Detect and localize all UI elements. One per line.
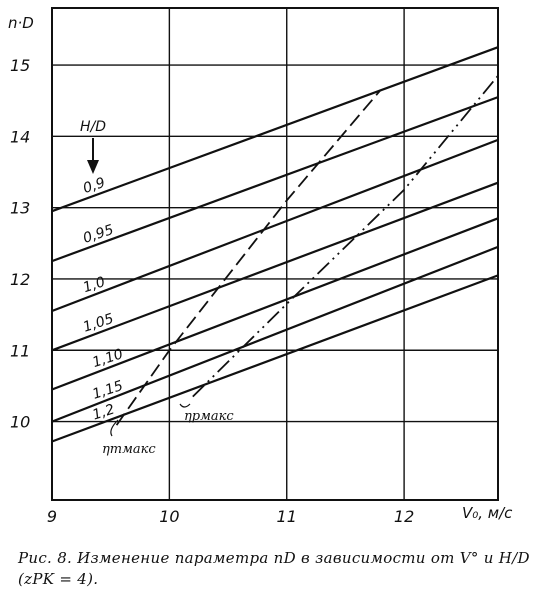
x-tick-label: 11 [276, 507, 297, 526]
eta-t-label: ηтмакс [102, 442, 156, 457]
series-line [52, 140, 498, 311]
y-tick-label: 13 [10, 198, 31, 218]
series-label: 0,9 [81, 174, 108, 197]
series-label: 1,2 [90, 401, 117, 424]
series-line [52, 247, 498, 422]
x-axis-label: V₀, м/с [462, 504, 513, 522]
optimum-curve [117, 90, 381, 425]
series-label: 0,95 [81, 222, 116, 247]
series-labels [81, 175, 125, 424]
series-label: 1,0 [81, 274, 108, 297]
legend-title: H/D [80, 119, 107, 135]
plot-frame [52, 8, 498, 500]
eta-t-pointer [111, 420, 118, 436]
y-tick-label: 11 [10, 341, 31, 361]
x-tick-label: 12 [393, 507, 415, 526]
grid [52, 8, 498, 500]
x-tick-label: 10 [159, 507, 180, 526]
y-tick-label: 10 [10, 412, 31, 432]
eta-p-label: ηpмакс [184, 409, 234, 424]
y-tick-label: 12 [10, 269, 31, 289]
series-line [52, 47, 498, 211]
series-label: 1,10 [90, 346, 126, 372]
y-axis-label: n·D [8, 14, 34, 32]
figure-caption: Рис. 8. Изменение параметра nD в зависимости от V° и H/D (zPK = 4). [18, 549, 530, 588]
series-line [52, 97, 498, 261]
y-tick-label: 15 [10, 56, 31, 76]
series-label: 1,05 [81, 310, 116, 336]
x-tick-label: 9 [46, 507, 58, 526]
eta-p-pointer [180, 404, 190, 407]
optimum-curves [117, 76, 498, 425]
legend-arrow-head [87, 160, 99, 174]
series-line [52, 218, 498, 389]
y-tick-label: 14 [10, 127, 31, 147]
series-label: 1,15 [90, 377, 126, 403]
